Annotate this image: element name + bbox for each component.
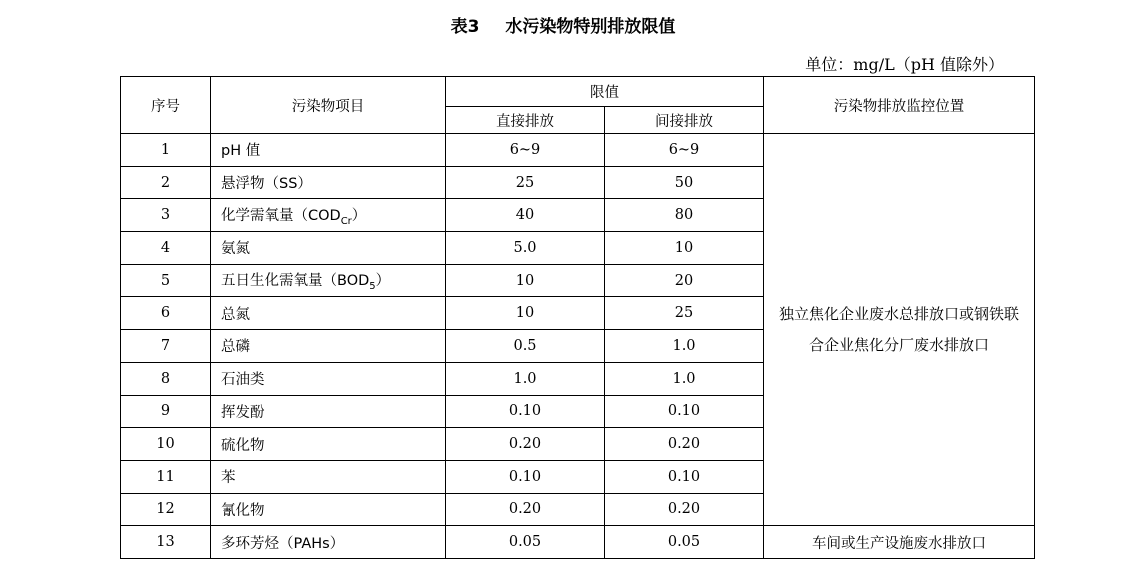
cell-item	[211, 526, 446, 559]
item-name: 化学需氧量（COD	[221, 207, 341, 224]
cell-item	[211, 362, 446, 395]
cell-indirect-limit: 0.20	[605, 428, 764, 461]
item-name: 悬浮物（SS）	[221, 176, 312, 193]
item-name: 总氮	[221, 306, 250, 323]
cell-seq: 7	[121, 330, 211, 363]
cell-item	[211, 199, 446, 232]
header-indirect: 间接排放	[605, 107, 764, 134]
item-name: 苯	[221, 470, 236, 487]
cell-item	[211, 330, 446, 363]
cell-direct-limit: 10	[446, 297, 605, 330]
header-direct: 直接排放	[446, 107, 605, 134]
cell-seq: 3	[121, 199, 211, 232]
cell-direct-limit: 0.10	[446, 395, 605, 428]
table-row	[121, 526, 1035, 559]
cell-monitor-location: 车间或生产设施废水排放口	[764, 526, 1035, 559]
cell-indirect-limit: 1.0	[605, 362, 764, 395]
cell-indirect-limit: 0.10	[605, 395, 764, 428]
pollutant-limits-table	[120, 76, 1035, 559]
cell-direct-limit: 0.5	[446, 330, 605, 363]
cell-indirect-limit: 0.10	[605, 460, 764, 493]
cell-direct-limit: 0.05	[446, 526, 605, 559]
item-subscript: Cr	[340, 215, 352, 227]
table-row	[121, 134, 1035, 167]
cell-direct-limit: 0.20	[446, 493, 605, 526]
item-tail: ）	[375, 273, 391, 290]
header-seq: 序号	[121, 77, 211, 134]
table-caption: 水污染物特别排放限值	[505, 17, 676, 37]
unit-note: 单位：mg/L（pH 值除外）	[805, 55, 1004, 74]
cell-indirect-limit: 1.0	[605, 330, 764, 363]
cell-indirect-limit: 25	[605, 297, 764, 330]
cell-seq: 11	[121, 460, 211, 493]
cell-seq: 4	[121, 232, 211, 265]
cell-item	[211, 460, 446, 493]
cell-item	[211, 428, 446, 461]
header-limit: 限值	[446, 77, 764, 107]
cell-item	[211, 134, 446, 167]
cell-seq: 6	[121, 297, 211, 330]
table-number: 表3	[450, 17, 480, 37]
item-subscript: 5	[369, 281, 376, 293]
item-name: pH 值	[221, 143, 261, 160]
table-title	[0, 12, 1126, 37]
cell-indirect-limit: 6~9	[605, 134, 764, 167]
item-name: 硫化物	[221, 437, 265, 454]
cell-item	[211, 264, 446, 297]
cell-monitor-location: 独立焦化企业废水总排放口或钢铁联合企业焦化分厂废水排放口	[764, 134, 1035, 526]
cell-direct-limit: 10	[446, 264, 605, 297]
item-tail: ）	[351, 207, 367, 224]
cell-direct-limit: 40	[446, 199, 605, 232]
cell-direct-limit: 1.0	[446, 362, 605, 395]
cell-seq: 13	[121, 526, 211, 559]
cell-direct-limit: 0.10	[446, 460, 605, 493]
cell-direct-limit: 0.20	[446, 428, 605, 461]
cell-item	[211, 395, 446, 428]
cell-item	[211, 493, 446, 526]
cell-seq: 9	[121, 395, 211, 428]
item-name: 石油类	[221, 372, 265, 389]
cell-indirect-limit: 0.05	[605, 526, 764, 559]
header-item: 污染物项目	[211, 77, 446, 134]
item-name: 五日生化需氧量（BOD	[221, 273, 370, 290]
cell-seq: 5	[121, 264, 211, 297]
cell-item	[211, 297, 446, 330]
cell-seq: 10	[121, 428, 211, 461]
cell-indirect-limit: 80	[605, 199, 764, 232]
cell-item	[211, 166, 446, 199]
item-name: 挥发酚	[221, 404, 265, 421]
item-name: 总磷	[221, 339, 250, 356]
item-name: 多环芳烃（PAHs）	[221, 535, 345, 552]
item-name: 氨氮	[221, 241, 250, 258]
cell-indirect-limit: 10	[605, 232, 764, 265]
cell-indirect-limit: 20	[605, 264, 764, 297]
cell-item	[211, 232, 446, 265]
item-name: 氰化物	[221, 502, 265, 519]
cell-indirect-limit: 0.20	[605, 493, 764, 526]
cell-direct-limit: 25	[446, 166, 605, 199]
cell-indirect-limit: 50	[605, 166, 764, 199]
cell-direct-limit: 6~9	[446, 134, 605, 167]
cell-direct-limit: 5.0	[446, 232, 605, 265]
table-body	[121, 134, 1035, 559]
header-location: 污染物排放监控位置	[764, 77, 1035, 134]
cell-seq: 2	[121, 166, 211, 199]
cell-seq: 12	[121, 493, 211, 526]
cell-seq: 8	[121, 362, 211, 395]
header-row-1	[121, 77, 1035, 107]
cell-seq: 1	[121, 134, 211, 167]
